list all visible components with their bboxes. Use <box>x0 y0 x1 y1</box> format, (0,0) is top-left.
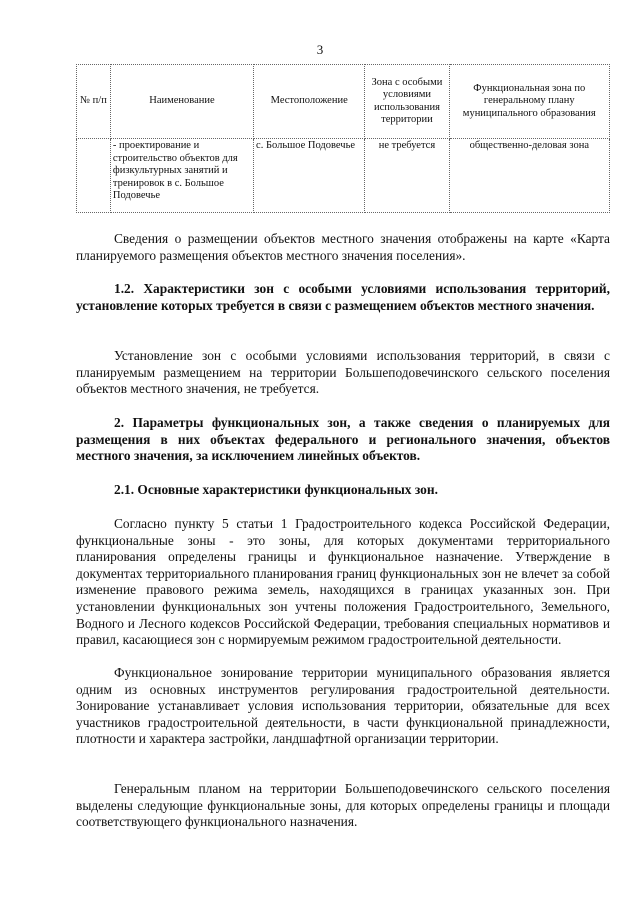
table-row <box>77 139 610 213</box>
paragraph-functional-zones-definition: Согласно пункту 5 статьи 1 Градостроительного кодекса Российской Федерации, функциональные зоны - это зоны, для которых документами территориального планирования определены границы и функциональное назначение. Утверждение в документах территориального планирования границ функциональных зон не влечет за собой изменение правового режима земель, находящихся в границах указанных зон. При установлении функциональных зон учтены положения Градостроительного, Земельного, Водного и Лесного кодексов Российской Федерации, требования специальных нормативов и правил, касающиеся зон с нормируемым режимом градостроительной деятельности. <box>76 516 610 648</box>
paragraph-map-info: Сведения о размещении объектов местного значения отображены на карте «Карта планируемого размещения объектов местного значения поселения». <box>76 231 610 263</box>
heading-1-2: 1.2. Характеристики зон с особыми условиями использования территорий, установление которых требуется в связи с размещением объектов местного значения. <box>76 281 610 313</box>
paragraph-general-plan: Генеральным планом на территории Большеподовечинского сельского поселения выделены следующие функциональные зоны, для которых определены границы и площади соответствующего функционального назначения. <box>76 781 610 830</box>
cell-location: с. Большое Подовечье <box>254 139 365 213</box>
header-special-zone: Зона с особыми условиями использования территории <box>365 65 449 139</box>
heading-2: 2. Параметры функциональных зон, а также сведения о планируемых для размещения в них объектах федерального и регионального значения, объектов местного значения, за исключением линейных объектов. <box>76 415 610 464</box>
header-location: Местоположение <box>254 65 365 139</box>
page-number: 3 <box>316 42 324 57</box>
paragraph-functional-zoning: Функциональное зонирование территории муниципального образования является одним из основных инструментов регулирования градостроительной деятельности. Зонирование устанавливает условия использования территории, обязательные для всех участников градостроительной деятельности, в части функциональной принадлежности, плотности и характера застройки, ландшафтной организации территории. <box>76 665 610 747</box>
header-name: Наименование <box>110 65 253 139</box>
table-header-row <box>77 65 610 139</box>
objects-table <box>76 64 610 213</box>
cell-name: - проектирование и строительство объектов для физкультурных занятий и тренировок в с. Большое Подовечье <box>110 139 253 213</box>
paragraph-zones-not-required: Установление зон с особыми условиями использования территорий, в связи с планируемым размещением на территории Большеподовечинского сельского поселения объектов местного значения, не требуется. <box>76 348 610 397</box>
heading-2-1: 2.1. Основные характеристики функциональных зон. <box>114 482 438 497</box>
cell-functional-zone: общественно-деловая зона <box>449 139 609 213</box>
header-functional-zone: Функциональная зона по генеральному плану муниципального образования <box>449 65 609 139</box>
cell-number <box>77 139 111 213</box>
header-number: № п/п <box>77 65 111 139</box>
cell-special-zone: не требуется <box>365 139 449 213</box>
